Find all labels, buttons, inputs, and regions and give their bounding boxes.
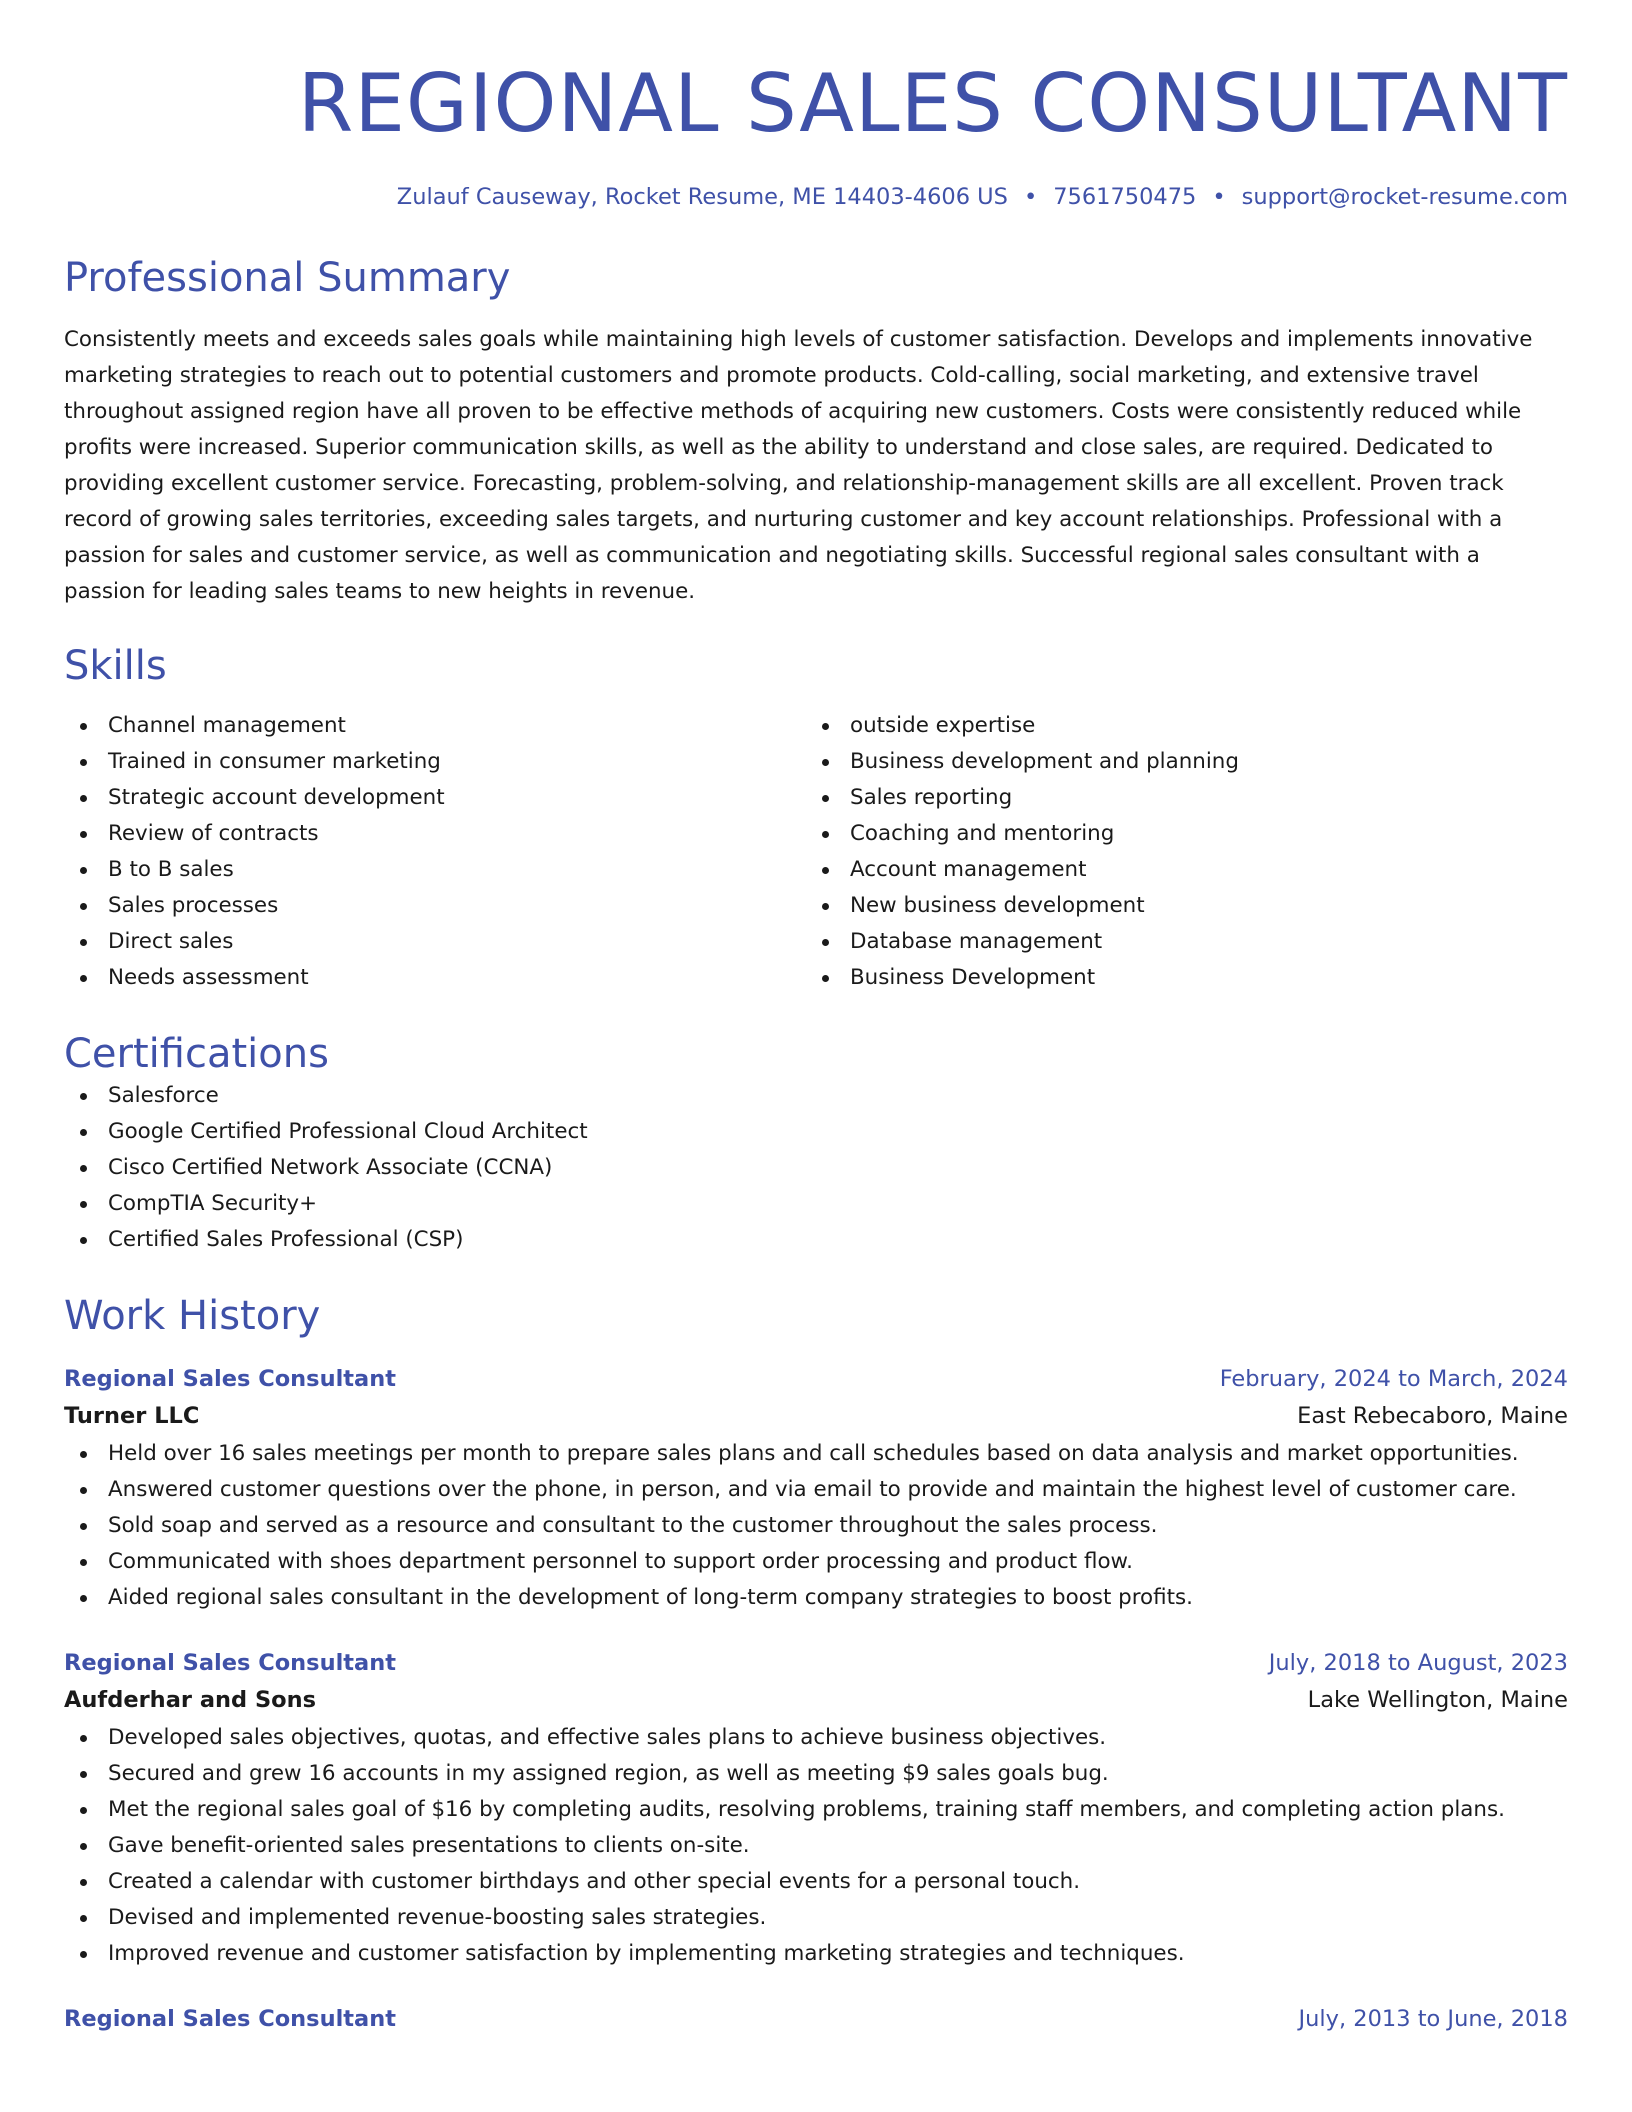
skill-item: Direct sales xyxy=(64,924,806,960)
skills-grid xyxy=(64,708,1568,996)
skill-item: Needs assessment xyxy=(64,960,806,996)
job-entry xyxy=(64,1362,1568,1616)
certification-item: Cisco Certified Network Associate (CCNA) xyxy=(64,1150,1568,1186)
job-duty-item: Gave benefit-oriented sales presentations to clients on-site. xyxy=(64,1828,1568,1864)
certification-item: Salesforce xyxy=(64,1078,1568,1114)
job-title: Regional Sales Consultant xyxy=(64,1366,397,1392)
job-dates: February, 2024 to March, 2024 xyxy=(1219,1366,1568,1392)
job-duties xyxy=(64,1436,1568,1616)
job-location: Lake Wellington, Maine xyxy=(1307,1687,1568,1713)
summary-text: Consistently meets and exceeds sales goals while maintaining high levels of customer satisfaction. Develops and implements innovative marketing strategies to reach out to potential customers and promote products. Cold-calling, social marketing, and extensive travel throughout assigned region have all proven to be effective methods of acquiring new customers. Costs were consistently reduced while profits were increased. Superior communication skills, as well as the ability to understand and close sales, are required. Dedicated to providing excellent customer service. Forecasting, problem-solving, and relationship-management skills are all excellent. Proven track record of growing sales territories, exceeding sales targets, and nurturing customer and key account relationships. Professional with a passion for sales and customer service, as well as communication and negotiating skills. Successful regional sales consultant with a passion for leading sales teams to new heights in revenue. xyxy=(64,327,1533,604)
job-header xyxy=(64,2002,1568,2036)
job-title: Regional Sales Consultant xyxy=(64,2006,397,2032)
skill-item: outside expertise xyxy=(806,708,1548,744)
skill-item: Trained in consumer marketing xyxy=(64,744,806,780)
certification-item: CompTIA Security+ xyxy=(64,1186,1568,1222)
skills-column-right xyxy=(806,708,1548,996)
job-duties xyxy=(64,1720,1568,1972)
skill-item: Strategic account development xyxy=(64,780,806,816)
job-company: Turner LLC xyxy=(64,1403,200,1429)
skills-column-left xyxy=(64,708,806,996)
job-title: Regional Sales Consultant xyxy=(64,1650,397,1676)
skill-item: Review of contracts xyxy=(64,816,806,852)
skill-item: Coaching and mentoring xyxy=(806,816,1548,852)
job-dates: July, 2013 to June, 2018 xyxy=(1298,2006,1568,2032)
job-header xyxy=(64,1646,1568,1680)
job-location: East Rebecaboro, Maine xyxy=(1297,1403,1568,1429)
job-subheader xyxy=(64,1396,1568,1436)
skill-item: Sales processes xyxy=(64,888,806,924)
skill-item: Channel management xyxy=(64,708,806,744)
skill-item: B to B sales xyxy=(64,852,806,888)
work-history-heading: Work History xyxy=(64,1293,321,1339)
job-duty-item: Answered customer questions over the phone, in person, and via email to provide and maintain the highest level of customer care. xyxy=(64,1472,1568,1508)
contact-phone: 7561750475 xyxy=(1053,184,1197,210)
skill-item: Sales reporting xyxy=(806,780,1548,816)
certifications-heading: Certifications xyxy=(64,1031,329,1077)
job-duty-item: Improved revenue and customer satisfaction by implementing marketing strategies and techniques. xyxy=(64,1936,1568,1972)
resume-page xyxy=(64,0,1568,2036)
job-duty-item: Held over 16 sales meetings per month to prepare sales plans and call schedules based on data analysis and market opportunities. xyxy=(64,1436,1568,1472)
job-header xyxy=(64,1362,1568,1396)
job-duty-item: Met the regional sales goal of $16 by completing audits, resolving problems, training staff members, and completing action plans. xyxy=(64,1792,1568,1828)
job-duty-item: Devised and implemented revenue-boosting sales strategies. xyxy=(64,1900,1568,1936)
contact-info xyxy=(64,182,1568,212)
job-duty-item: Sold soap and served as a resource and consultant to the customer throughout the sales process. xyxy=(64,1508,1568,1544)
certifications-list xyxy=(64,1078,1568,1258)
certification-item: Certified Sales Professional (CSP) xyxy=(64,1222,1568,1258)
job-company: Aufderhar and Sons xyxy=(64,1687,317,1713)
skill-item: Business Development xyxy=(806,960,1548,996)
skill-item: Database management xyxy=(806,924,1548,960)
certification-item: Google Certified Professional Cloud Architect xyxy=(64,1114,1568,1150)
skill-item: Business development and planning xyxy=(806,744,1548,780)
job-subheader xyxy=(64,1680,1568,1720)
skill-item: Account management xyxy=(806,852,1548,888)
job-entry xyxy=(64,1646,1568,1972)
summary-heading: Professional Summary xyxy=(64,255,511,301)
job-entry xyxy=(64,2002,1568,2036)
job-duty-item: Communicated with shoes department personnel to support order processing and product flow. xyxy=(64,1544,1568,1580)
job-duty-item: Aided regional sales consultant in the development of long-term company strategies to boost profits. xyxy=(64,1580,1568,1616)
contact-separator: • xyxy=(1212,184,1226,210)
skill-item: New business development xyxy=(806,888,1548,924)
job-dates: July, 2018 to August, 2023 xyxy=(1268,1650,1568,1676)
skills-heading: Skills xyxy=(64,643,167,689)
job-duty-item: Secured and grew 16 accounts in my assigned region, as well as meeting $9 sales goals bug. xyxy=(64,1756,1568,1792)
resume-title: REGIONAL SALES CONSULTANT xyxy=(297,57,1568,150)
contact-separator: • xyxy=(1023,184,1038,210)
contact-address: Zulauf Causeway, Rocket Resume, ME 14403-4606 US xyxy=(396,184,1008,210)
job-duty-item: Created a calendar with customer birthdays and other special events for a personal touch. xyxy=(64,1864,1568,1900)
contact-email: support@rocket-resume.com xyxy=(1241,184,1568,210)
job-duty-item: Developed sales objectives, quotas, and effective sales plans to achieve business objectives. xyxy=(64,1720,1568,1756)
